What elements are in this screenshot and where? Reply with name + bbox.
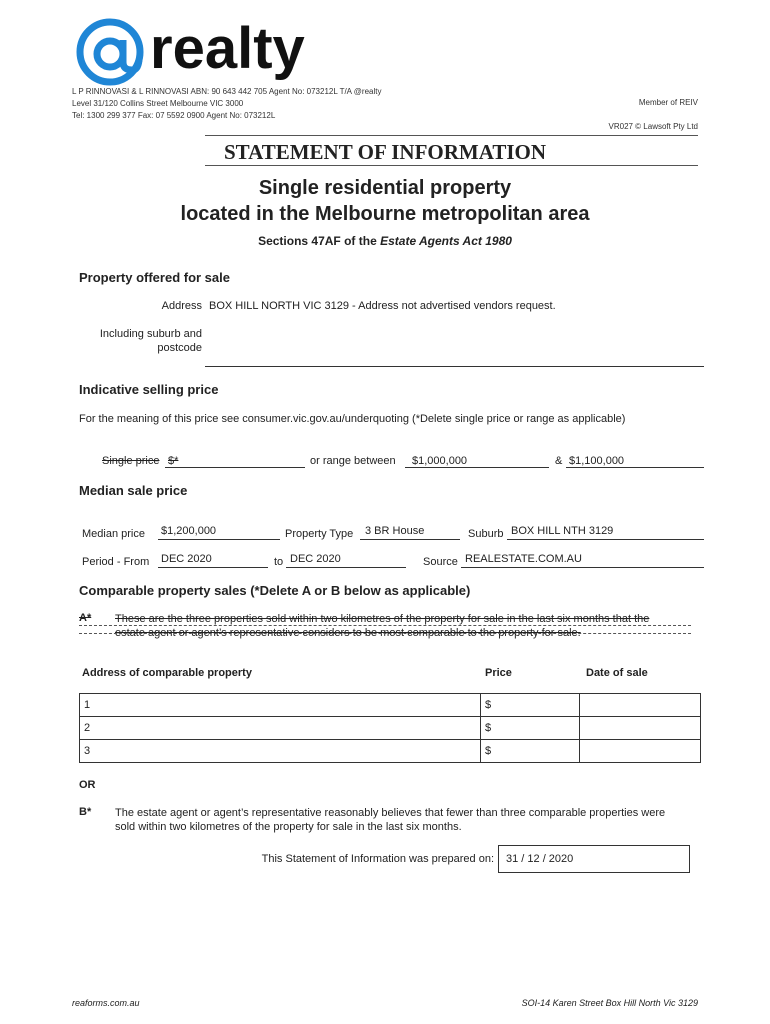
row-date-cell[interactable] [580, 717, 701, 740]
row-date-cell[interactable] [580, 740, 701, 763]
option-a-label: A* [79, 612, 92, 624]
row-price: $ [485, 699, 492, 711]
source-label: Source [423, 556, 458, 568]
suburb-label-line-1: Including suburb and [99, 328, 202, 340]
suburb-label-line-2: postcode [157, 342, 202, 354]
range-low-underline [405, 467, 549, 468]
page-subtitle [0, 175, 770, 227]
prepared-on-label: This Statement of Information was prepared on: [261, 853, 494, 865]
subtitle-line-2: located in the Melbourne metropolitan area [180, 203, 590, 225]
agency-line-3: Tel: 1300 299 377 Fax: 07 5592 0900 Agent No: 073212L [72, 111, 276, 120]
header-rule [205, 135, 698, 136]
row-number: 3 [84, 745, 91, 757]
period-from-field[interactable]: DEC 2020 [161, 553, 212, 565]
option-a-text [115, 612, 705, 640]
source-underline [461, 567, 704, 568]
prepared-date-box[interactable] [498, 845, 690, 873]
property-type-field[interactable]: 3 BR House [365, 525, 425, 537]
suburb-label: Suburb [468, 528, 504, 540]
col-price-header: Price [485, 667, 512, 679]
single-price-field[interactable]: $* [168, 455, 179, 467]
source-field[interactable]: REALESTATE.COM.AU [465, 553, 582, 565]
period-to-field[interactable]: DEC 2020 [290, 553, 341, 565]
option-b-label: B* [79, 806, 92, 818]
suburb-field[interactable]: BOX HILL NTH 3129 [511, 525, 614, 537]
page-title: STATEMENT OF INFORMATION [223, 140, 547, 164]
option-a-strike-1 [79, 625, 691, 626]
period-from-underline [158, 567, 268, 568]
option-a-line-2: estate agent or agent’s representative considers to be most comparable to the property for sale. [115, 627, 581, 639]
prepared-date-value: 31 / 12 / 2020 [506, 853, 574, 865]
agency-details [72, 86, 381, 122]
address-field[interactable]: BOX HILL NORTH VIC 3129 - Address not advertised vendors request. [209, 300, 556, 312]
row-date-cell[interactable] [580, 694, 701, 717]
option-a-strike-2 [79, 633, 691, 634]
range-amp: & [555, 455, 563, 467]
option-a-line-1: These are the three properties sold within two kilometres of the property for sale in the last six months that the [115, 613, 650, 625]
row-price: $ [485, 745, 492, 757]
period-to-label: to [274, 556, 284, 568]
form-code: VR027 © Lawsoft Pty Ltd [608, 122, 698, 131]
agency-line-2: Level 31/120 Collins Street Melbourne VIC 3000 [72, 99, 244, 108]
title-rule [205, 165, 698, 166]
row-price-cell[interactable] [481, 740, 580, 763]
suburb-postcode-field[interactable] [205, 366, 704, 367]
table-row [80, 717, 701, 740]
agency-line-1: L P RINNOVASI & L RINNOVASI ABN: 90 643 442 705 Agent No: 073212L T/A @realty [72, 87, 382, 96]
range-high-field[interactable]: $1,100,000 [569, 455, 625, 467]
row-number: 1 [84, 699, 91, 711]
row-address-cell[interactable] [80, 717, 481, 740]
address-label: Address [161, 300, 202, 312]
single-price-label: Single price [102, 455, 160, 467]
subtitle-line-1: Single residential property [258, 177, 512, 199]
logo-wordmark: realty [150, 16, 305, 81]
footer-right: SOI-14 Karen Street Box Hill North Vic 3129 [521, 998, 698, 1008]
row-number: 2 [84, 722, 91, 734]
col-address-header: Address of comparable property [82, 667, 252, 679]
table-row [80, 740, 701, 763]
or-label: OR [79, 779, 96, 791]
suburb-underline [507, 539, 704, 540]
col-date-header: Date of sale [586, 667, 648, 679]
period-to-underline [286, 567, 406, 568]
sections-reference [0, 234, 770, 248]
property-type-underline [360, 539, 460, 540]
sections-prefix: Sections 47AF of the [258, 234, 381, 248]
row-address-cell[interactable] [80, 740, 481, 763]
row-address-cell[interactable] [80, 694, 481, 717]
range-low-field[interactable]: $1,000,000 [412, 455, 468, 467]
row-price: $ [485, 722, 492, 734]
member-of-reiv: Member of REIV [638, 98, 698, 107]
single-price-underline [165, 467, 305, 468]
median-heading: Median sale price [79, 483, 188, 498]
option-b-line-2: sold within two kilometres of the property for sale in the last six months. [115, 821, 462, 833]
comparable-table [79, 693, 701, 763]
property-offered-heading: Property offered for sale [79, 270, 230, 285]
period-from-label: Period - From [82, 556, 150, 568]
range-label: or range between [310, 455, 396, 467]
sections-act: Estate Agents Act 1980 [380, 234, 512, 248]
median-price-underline [158, 539, 280, 540]
option-b-line-1: The estate agent or agent’s representative reasonably believes that fewer than three comparable properties were [115, 807, 666, 819]
indicative-note: For the meaning of this price see consumer.vic.gov.au/underquoting (*Delete single price or range as applicable) [79, 413, 626, 425]
option-b-text [115, 806, 705, 834]
range-high-underline [566, 467, 704, 468]
property-type-label: Property Type [285, 528, 354, 540]
footer-left: reaforms.com.au [72, 998, 140, 1008]
comparable-heading: Comparable property sales (*Delete A or B below as applicable) [79, 583, 471, 598]
suburb-postcode-label [80, 327, 202, 355]
table-row [80, 694, 701, 717]
row-price-cell[interactable] [481, 694, 580, 717]
indicative-heading: Indicative selling price [79, 382, 219, 397]
median-price-field[interactable]: $1,200,000 [161, 525, 217, 537]
row-price-cell[interactable] [481, 717, 580, 740]
median-price-label: Median price [82, 528, 145, 540]
